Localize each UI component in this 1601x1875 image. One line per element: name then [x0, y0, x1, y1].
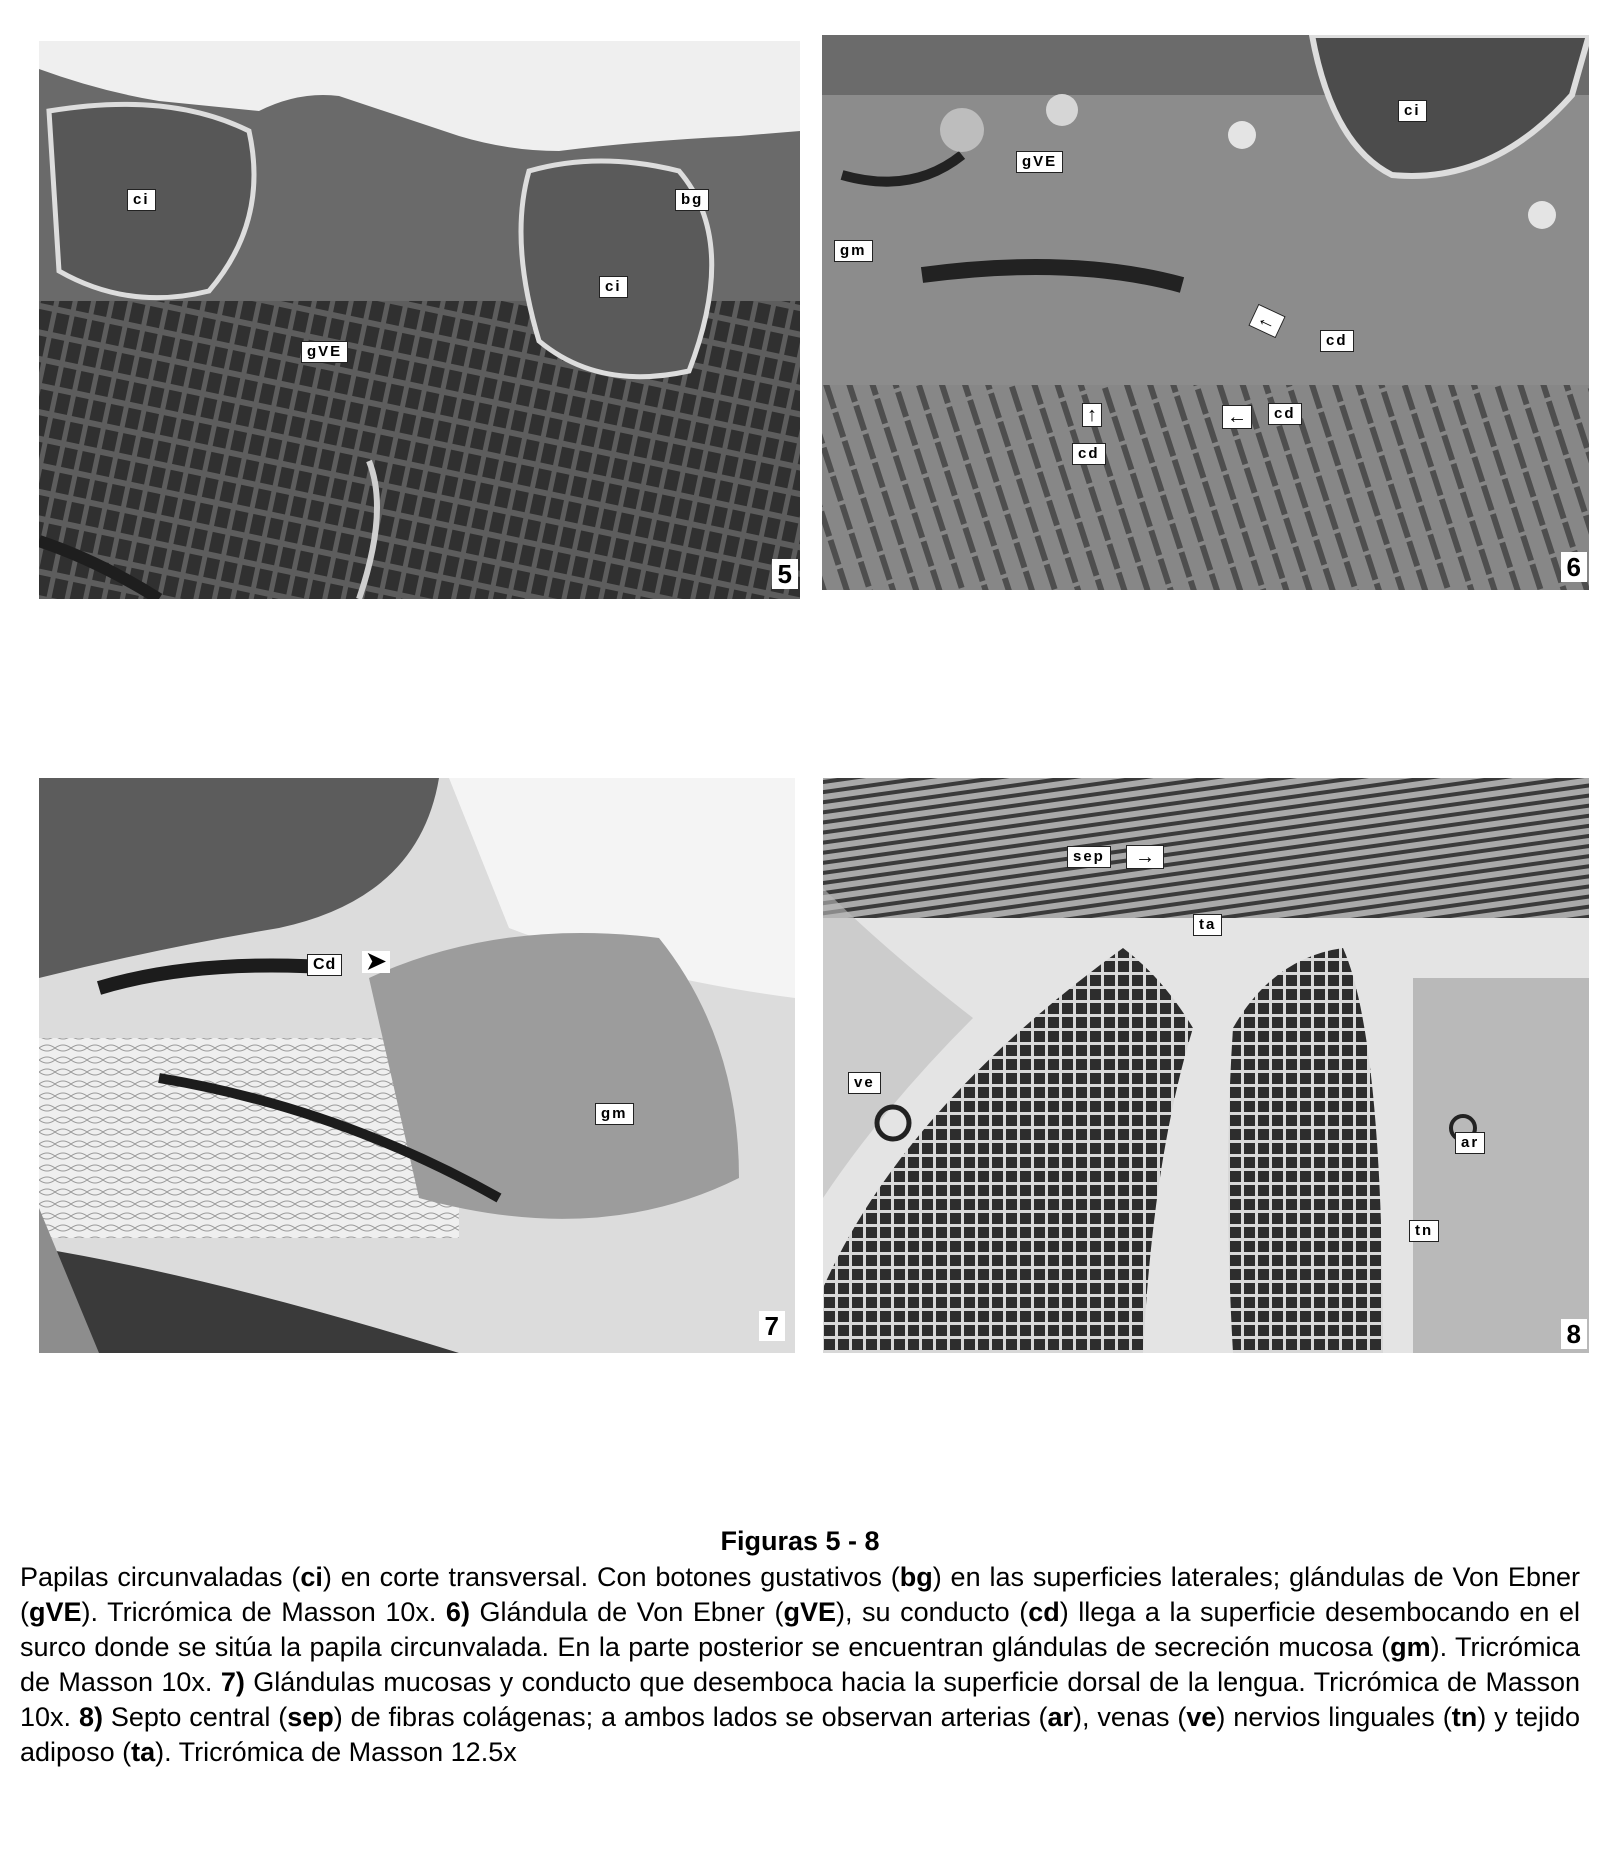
micrograph-8-image	[823, 778, 1589, 1353]
caption-abbreviation: bg	[899, 1562, 933, 1592]
panel-number: 8	[1561, 1319, 1587, 1349]
label-cd: cd	[1268, 403, 1302, 425]
label-sep: sep	[1067, 846, 1111, 868]
caption-abbreviation: gm	[1390, 1632, 1431, 1662]
label-ci: ci	[127, 189, 156, 211]
micrograph-7-image	[39, 778, 795, 1353]
label-gve: gVE	[1016, 151, 1063, 173]
arrow-icon: ←	[1248, 304, 1285, 338]
micrograph-5-image	[39, 41, 800, 599]
label-cd: cd	[1072, 443, 1106, 465]
micrograph-panel-5	[39, 41, 800, 599]
figure-caption	[20, 1524, 1580, 1770]
caption-abbreviation: tn	[1451, 1702, 1478, 1732]
label-gm: gm	[834, 240, 873, 262]
arrow-icon: ↑	[1082, 403, 1102, 427]
caption-abbreviation: 6)	[445, 1597, 470, 1627]
caption-abbreviation: ar	[1047, 1702, 1074, 1732]
caption-body: Papilas circunvaladas (ci) en corte transversal. Con botones gustativos (bg) en las superficies laterales; glándulas de Von Ebner (gVE). Tricrómica de Masson 10x. 6) Glándula de Von Ebner (gVE), su conducto (cd) llega a la superficie desembocando en el surco donde se sitúa la papila circunvalada. En la parte posterior se encuentran glándulas de secreción mucosa (gm). Tricrómica de Masson 10x. 7) Glándulas mucosas y conducto que desemboca hacia la superficie dorsal de la lengua. Tricrómica de Masson 10x. 8) Septo central (sep) de fibras colágenas; a ambos lados se observan arterias (ar), venas (ve) nervios linguales (tn) y tejido adiposo (ta). Tricrómica de Masson 12.5x	[20, 1562, 1581, 1767]
caption-abbreviation: ci	[300, 1562, 323, 1592]
panel-number: 6	[1561, 552, 1587, 582]
arrow-icon: ➤	[362, 951, 390, 973]
caption-abbreviation: ve	[1186, 1702, 1217, 1732]
caption-abbreviation: 7)	[220, 1667, 245, 1697]
arrow-icon: ←	[1222, 405, 1252, 429]
caption-abbreviation: cd	[1028, 1597, 1060, 1627]
label-gm: gm	[595, 1103, 634, 1125]
label-ta: ta	[1193, 914, 1222, 936]
panel-number: 7	[759, 1311, 785, 1341]
micrograph-panel-7	[39, 778, 795, 1353]
micrograph-panel-8	[823, 778, 1589, 1353]
micrograph-6-image	[822, 35, 1589, 590]
caption-abbreviation: ta	[131, 1737, 156, 1767]
caption-abbreviation: 8)	[78, 1702, 103, 1732]
micrograph-panel-6	[822, 35, 1589, 590]
label-ve: ve	[848, 1072, 881, 1094]
caption-abbreviation: gVE	[783, 1597, 836, 1627]
caption-title: Figuras 5 - 8	[720, 1526, 880, 1556]
label-ci: ci	[599, 276, 628, 298]
label-gve: gVE	[301, 341, 348, 363]
caption-abbreviation: gVE	[29, 1597, 82, 1627]
caption-abbreviation: sep	[287, 1702, 334, 1732]
label-ci: ci	[1398, 100, 1427, 122]
panel-number: 5	[772, 559, 798, 589]
label-cd: Cd	[307, 954, 342, 976]
label-tn: tn	[1409, 1220, 1439, 1242]
arrow-icon: →	[1126, 845, 1164, 869]
label-bg: bg	[675, 189, 709, 211]
label-ar: ar	[1455, 1132, 1485, 1154]
label-cd: cd	[1320, 330, 1354, 352]
